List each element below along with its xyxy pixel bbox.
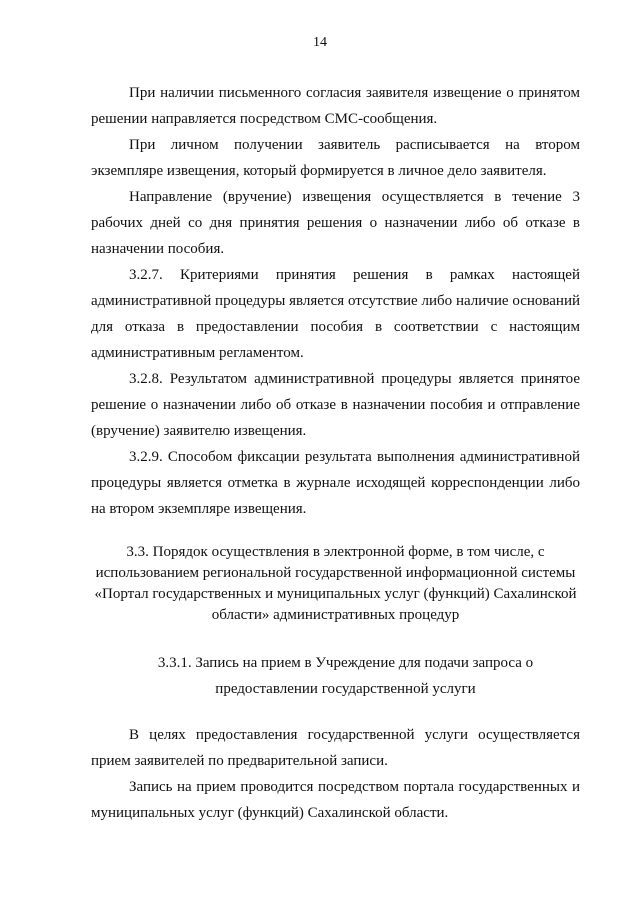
section-heading-3-3-1: 3.3.1. Запись на прием в Учреждение для подачи запроса о предоставлении государственной услуги xyxy=(157,655,534,697)
paragraph-3-2-7: 3.2.7. Критериями принятия решения в рамках настоящей административной процедуры является отсутствие либо наличие оснований для отказа в предоставлении пособия в соответствии с настоящим административным регламентом. xyxy=(91,267,580,361)
spacer xyxy=(91,702,580,722)
document-body xyxy=(91,80,580,826)
paragraph-delivery-term: Направление (вручение) извещения осуществляется в течение 3 рабочих дней со дня принятия решения о назначении либо об отказе в назначении пособия. xyxy=(91,189,580,257)
paragraph-3-2-8: 3.2.8. Результатом административной процедуры является принятое решение о назначении либо об отказе в назначении пособия и отправление (вручение) заявителю извещения. xyxy=(91,371,580,439)
paragraph-3-2-9: 3.2.9. Способом фиксации результата выполнения административной процедуры является отметка в журнале исходящей корреспонденции либо на втором экземпляре извещения. xyxy=(91,449,580,517)
spacer xyxy=(91,626,580,650)
page-number: 14 xyxy=(313,35,327,50)
paragraph-sms-notification: При наличии письменного согласия заявителя извещение о принятом решении направляется посредством СМС-сообщения. xyxy=(91,85,580,127)
section-heading-3-3: 3.3. Порядок осуществления в электронной форме, в том числе, с использованием региональной государственной информационной системы «Портал государственных и муниципальных услуг (функций) Сахалинской области» административных процедур xyxy=(94,544,577,623)
paragraph-portal-appointment: Запись на прием проводится посредством портала государственных и муниципальных услуг (функций) Сахалинской области. xyxy=(91,779,580,821)
paragraph-preliminary-appointment: В целях предоставления государственной услуги осуществляется прием заявителей по предварительной записи. xyxy=(91,727,580,769)
paragraph-personal-receipt: При личном получении заявитель расписывается на втором экземпляре извещения, который формируется в личное дело заявителя. xyxy=(91,137,580,179)
spacer xyxy=(91,522,580,542)
